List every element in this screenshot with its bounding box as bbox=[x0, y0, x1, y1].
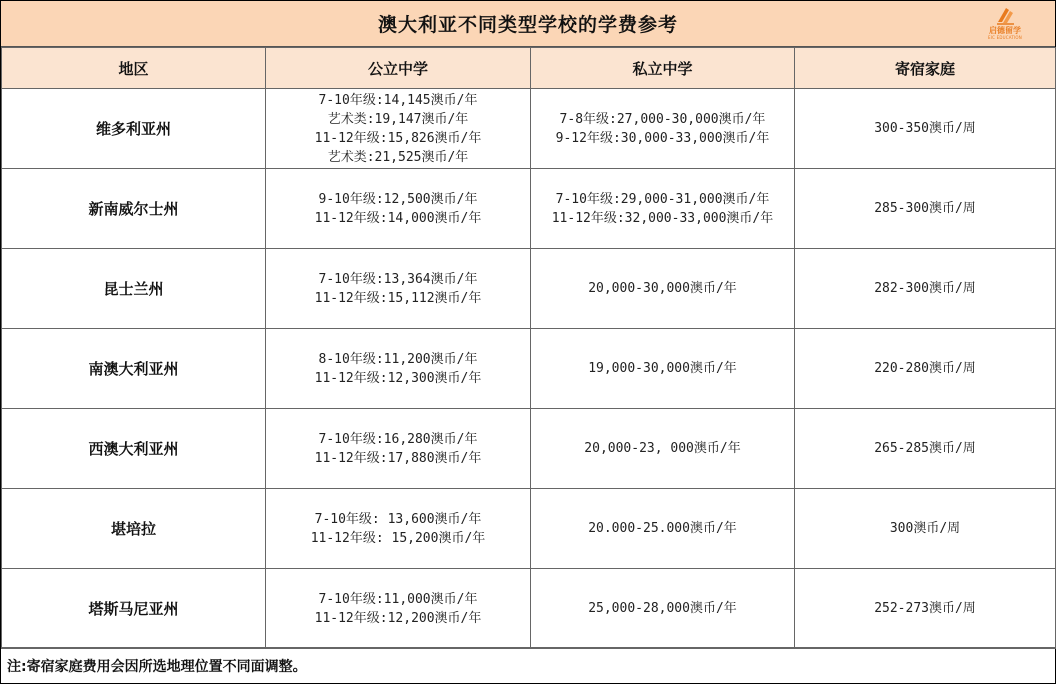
private-fee-cell bbox=[531, 569, 795, 649]
private-fee-cell bbox=[531, 169, 795, 249]
region-cell: 昆士兰州 bbox=[2, 249, 266, 329]
table-row bbox=[2, 169, 1056, 249]
public-fee-line: 艺术类:21,525澳币/年 bbox=[327, 149, 469, 165]
region-cell: 西澳大利亚州 bbox=[2, 409, 266, 489]
private-fee-cell bbox=[531, 409, 795, 489]
header-private-school: 私立中学 bbox=[531, 48, 795, 89]
table-row bbox=[2, 409, 1056, 489]
logo-subtext: EIC EDUCATION bbox=[988, 35, 1022, 40]
table-row bbox=[2, 249, 1056, 329]
table-body bbox=[2, 89, 1056, 649]
public-fee-line: 7-10年级:11,000澳币/年 bbox=[318, 591, 478, 607]
public-fee-line: 11-12年级:12,200澳币/年 bbox=[314, 610, 482, 626]
public-fee-line: 11-12年级: 15,200澳币/年 bbox=[310, 530, 486, 546]
region-cell: 堪培拉 bbox=[2, 489, 266, 569]
public-fee-cell bbox=[266, 409, 531, 489]
private-fee-cell bbox=[531, 89, 795, 169]
table-row bbox=[2, 89, 1056, 169]
table-row bbox=[2, 489, 1056, 569]
private-fee-line: 20,000-23, 000澳币/年 bbox=[584, 441, 741, 456]
table-row bbox=[2, 569, 1056, 649]
public-fee-line: 9-10年级:12,500澳币/年 bbox=[318, 191, 478, 207]
homestay-fee-cell: 282-300澳币/周 bbox=[795, 249, 1056, 329]
public-fee-line: 7-10年级:16,280澳币/年 bbox=[318, 431, 478, 447]
public-fee-cell bbox=[266, 249, 531, 329]
private-fee-line: 7-8年级:27,000-30,000澳币/年 bbox=[559, 111, 766, 127]
public-fee-cell bbox=[266, 89, 531, 169]
header-homestay: 寄宿家庭 bbox=[795, 48, 1056, 89]
table-row bbox=[2, 329, 1056, 409]
private-fee-line: 9-12年级:30,000-33,000澳币/年 bbox=[555, 130, 770, 146]
public-fee-line: 7-10年级: 13,600澳币/年 bbox=[314, 511, 482, 527]
private-fee-line: 7-10年级:29,000-31,000澳币/年 bbox=[555, 191, 770, 207]
page-title: 澳大利亚不同类型学校的学费参考 bbox=[377, 14, 678, 36]
private-fee-line: 20.000-25.000澳币/年 bbox=[588, 521, 737, 536]
table-header-row bbox=[2, 48, 1056, 89]
private-fee-cell bbox=[531, 249, 795, 329]
private-fee-line: 20,000-30,000澳币/年 bbox=[588, 281, 737, 296]
public-fee-line: 11-12年级:15,112澳币/年 bbox=[314, 290, 482, 306]
title-bar bbox=[1, 1, 1055, 47]
header-region: 地区 bbox=[2, 48, 266, 89]
homestay-fee-cell: 252-273澳币/周 bbox=[795, 569, 1056, 649]
homestay-fee-cell: 285-300澳币/周 bbox=[795, 169, 1056, 249]
public-fee-cell bbox=[266, 489, 531, 569]
region-cell: 南澳大利亚州 bbox=[2, 329, 266, 409]
region-cell: 塔斯马尼亚州 bbox=[2, 569, 266, 649]
public-fee-line: 11-12年级:14,000澳币/年 bbox=[314, 210, 482, 226]
public-fee-cell bbox=[266, 569, 531, 649]
footnote: 注:寄宿家庭费用会因所选地理位置不同面调整。 bbox=[1, 647, 1055, 684]
region-cell: 新南威尔士州 bbox=[2, 169, 266, 249]
public-fee-cell bbox=[266, 169, 531, 249]
homestay-fee-cell: 300澳币/周 bbox=[795, 489, 1056, 569]
private-fee-line: 11-12年级:32,000-33,000澳币/年 bbox=[551, 210, 774, 226]
homestay-fee-cell: 265-285澳币/周 bbox=[795, 409, 1056, 489]
header-public-school: 公立中学 bbox=[266, 48, 531, 89]
public-fee-line: 7-10年级:13,364澳币/年 bbox=[318, 271, 478, 287]
public-fee-line: 11-12年级:15,826澳币/年 bbox=[314, 130, 482, 146]
brand-logo bbox=[985, 6, 1025, 42]
private-fee-line: 25,000-28,000澳币/年 bbox=[588, 601, 737, 616]
logo-mark-icon bbox=[994, 6, 1016, 26]
private-fee-cell bbox=[531, 329, 795, 409]
public-fee-line: 11-12年级:12,300澳币/年 bbox=[314, 370, 482, 386]
private-fee-cell bbox=[531, 489, 795, 569]
logo-text: 启德留学 bbox=[989, 26, 1021, 35]
public-fee-line: 艺术类:19,147澳币/年 bbox=[327, 111, 469, 127]
homestay-fee-cell: 300-350澳币/周 bbox=[795, 89, 1056, 169]
public-fee-line: 8-10年级:11,200澳币/年 bbox=[318, 351, 478, 367]
public-fee-line: 11-12年级:17,880澳币/年 bbox=[314, 450, 482, 466]
region-cell: 维多利亚州 bbox=[2, 89, 266, 169]
public-fee-cell bbox=[266, 329, 531, 409]
homestay-fee-cell: 220-280澳币/周 bbox=[795, 329, 1056, 409]
fee-table bbox=[1, 47, 1056, 649]
private-fee-line: 19,000-30,000澳币/年 bbox=[588, 361, 737, 376]
public-fee-line: 7-10年级:14,145澳币/年 bbox=[318, 92, 478, 108]
